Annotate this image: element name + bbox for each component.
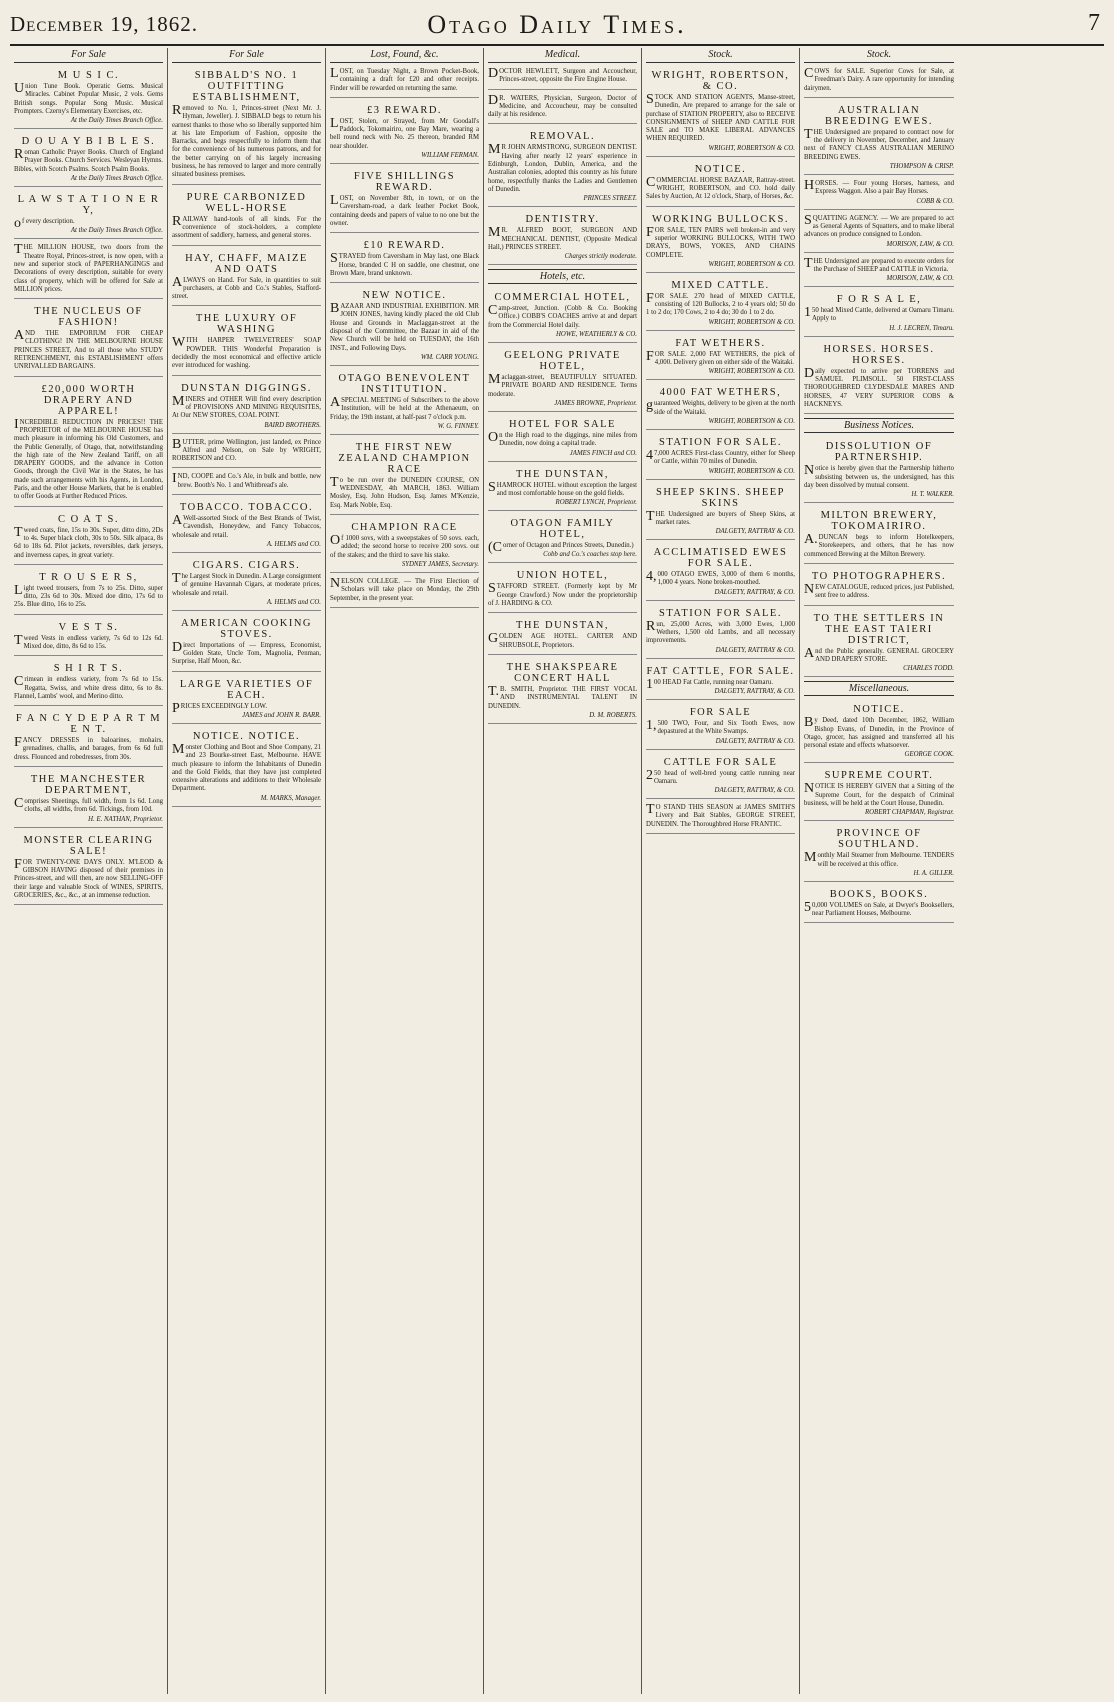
ad-heading: SHEEP SKINS. SHEEP SKINS	[655, 486, 785, 509]
advertisement	[172, 249, 321, 307]
ad-body: Crimean in endless variety, from 7s 6d to 15s. Regatta, Swiss, and white dress ditto, 6s to 8s. Flannel, Lambs' wool, and Merino ditto.	[14, 674, 163, 700]
ad-heading: THE DUNSTAN,	[516, 468, 609, 480]
ad-heading: ACCLIMATISED EWES FOR SALE.	[653, 547, 788, 570]
ad-signature: MORISON, LAW, & CO.	[886, 275, 954, 283]
advertisement	[172, 437, 321, 469]
ad-heading: UNION HOTEL,	[516, 570, 609, 582]
ad-signature: JAMES BROWNE, Proprietor.	[554, 399, 637, 407]
ad-body: AND THE EMPORIUM FOR CHEAP CLOTHING! IN THE MELBOURNE HOUSE PRINCES STREET, And to all those who STUDY RETRENCHMENT, this ESTABLISHMENT offers UNRIVALLED BARGAINS.	[14, 328, 163, 371]
ad-body: of every description.	[14, 216, 75, 232]
ad-heading: WRIGHT, ROBERTSON, & CO.	[651, 70, 790, 92]
ad-heading: OTAGON FAMILY HOTEL,	[510, 518, 615, 541]
ad-body: IND, COOPE and Co.'s Ale, in bulk and bottle, new brew. Booth's No. 1 and Whitbread's ale.	[172, 471, 321, 489]
ad-heading: MONSTER CLEARING SALE!	[23, 834, 154, 857]
advertisement	[172, 614, 321, 672]
ad-signature: SYDNEY JAMES, Secretary.	[401, 560, 479, 568]
advertisement	[488, 288, 637, 343]
ad-body: 150 head Mixed Cattle, delivered at Oamaru Timaru. Apply to	[804, 305, 954, 323]
ad-signature: HOWE, WEATHERLY & CO.	[556, 331, 637, 339]
advertisement	[804, 885, 954, 924]
ad-heading: CIGARS. CIGARS.	[192, 559, 301, 571]
ad-signature: At the Daily Times Branch Office.	[70, 175, 163, 183]
ad-heading: THE MANCHESTER DEPARTMENT,	[30, 774, 147, 797]
ad-heading: NOTICE.	[694, 163, 747, 175]
ad-heading: FAT CATTLE, FOR SALE.	[646, 665, 795, 677]
ad-heading: AMERICAN COOKING STOVES.	[180, 617, 313, 640]
ad-signature: COBB & CO.	[916, 197, 954, 205]
ad-signature: WILLIAM FERMAN.	[421, 152, 479, 160]
advertisement	[646, 383, 795, 430]
advertisement	[14, 709, 163, 767]
ad-heading: HOTEL FOR SALE	[509, 418, 616, 430]
ad-signature: WRIGHT, ROBERTSON & CO.	[708, 467, 795, 475]
advertisement	[488, 93, 637, 125]
ad-heading: £10 REWARD.	[363, 240, 446, 252]
advertisement	[488, 566, 637, 613]
ad-signature: CHARLES TODD.	[903, 665, 954, 673]
advertisement	[330, 167, 479, 233]
advertisement	[330, 438, 479, 515]
ad-signature: W. G. FINNEY.	[437, 422, 479, 430]
ad-signature: D. M. ROBERTS.	[589, 711, 637, 719]
section-heading: Business Notices.	[804, 418, 954, 433]
advertisement	[14, 568, 163, 615]
advertisement	[330, 576, 479, 608]
ad-body: COMMERCIAL HORSE BAZAAR, Rattray-street. WRIGHT, ROBERTSON, and CO. hold daily Sales by Auction, At 12 o'clock, Sharp, of Horses, &c.	[646, 174, 795, 201]
ad-body: 4,000 OTAGO EWES, 3,000 of them 6 months, 1,000 4 years. None broken-mouthed.	[646, 569, 795, 587]
advertisement	[330, 518, 479, 573]
column-heading: For Sale	[14, 48, 163, 63]
advertisement	[488, 210, 637, 265]
ad-signature: DALGETY, RATTRAY & CO.	[715, 737, 795, 745]
advertisement	[330, 369, 479, 435]
ad-body: INCREDIBLE REDUCTION IN PRICES!! THE PROPRIETOR of the MELBOURNE HOUSE has much pleasure in informing his Old Customers, and the Public Generally, of Otago, that, notwithstanding the high rate of the New Zealand Tariff, on all DRAPERY GOODS, and the advance in Cotton Goods, through the Civil War in the States, he has made such arrangements with his Agents, in London, Paris, and the other House Markets, that he is enabled to offer Goods at Further Reduced Prices.	[14, 416, 163, 501]
ad-body: STAFFORD STREET. (Formerly kept by Mr George Crawford.) Now under the proprietorship of J. HARDING & CO.	[488, 581, 637, 608]
advertisement	[330, 286, 479, 366]
advertisement	[330, 66, 479, 98]
ad-body: LOST, on November 8th, in town, or on the Caversham-road, a dark leather Pocket Book, containing deeds and papers of value to no one but the owner.	[330, 193, 479, 227]
ad-body: To be run over the DUNEDIN COURSE, ON WEDNESDAY, 4th MARCH, 1863. William Mosley, Esq. John Hudson, Esq. James M'Kenzie, Esq. Mark Noble, Esq.	[330, 474, 479, 509]
ad-signature: WRIGHT, ROBERTSON & CO.	[708, 318, 795, 326]
advertisement	[804, 766, 954, 821]
ad-heading: M U S I C.	[57, 70, 120, 81]
ad-body: THE Undersigned are prepared to execute orders for the Purchase of SHEEP and CATTLE in Victoria.	[804, 255, 954, 273]
ad-body: NELSON COLLEGE. — The First Election of Scholars will take place on Monday, the 29th September, in the present year.	[330, 575, 479, 602]
ad-heading: TOBACCO. TOBACCO.	[179, 502, 314, 514]
ad-body: A.DUNCAN begs to inform Hotelkeepers, Storekeepers, and others, that he has now commenced Brewing at the Milton Brewery.	[804, 532, 954, 558]
ad-signature: At the Daily Times Branch Office.	[70, 227, 163, 235]
ad-body: NOTICE IS HEREBY GIVEN that a Sitting of the Supreme Court, for the despatch of Criminal business, will be held at the Court House, Dunedin.	[804, 781, 954, 807]
advertisement	[330, 236, 479, 283]
ad-signature: DALGETY, RATTRAY & CO.	[715, 646, 795, 654]
advertisement	[14, 380, 163, 507]
ad-body: Camp-street, Junction. (Cobb & Co. Booking Office.) COBB'S COACHES arrive at and depart from the Commercial Hotel daily.	[488, 303, 637, 329]
ad-body: And the Public generally. GENERAL GROCERY AND DRAPERY STORE.	[804, 645, 954, 663]
advertisement	[804, 101, 954, 175]
ad-heading: THE SHAKSPEARE CONCERT HALL	[506, 661, 619, 684]
advertisement	[488, 658, 637, 724]
advertisement	[646, 160, 795, 207]
ad-signature: M. MARKS, Manager.	[260, 794, 321, 802]
advertisement	[804, 256, 954, 288]
issue-date: December 19, 1862.	[10, 12, 199, 36]
advertisement	[646, 802, 795, 834]
advertisement	[488, 415, 637, 462]
ad-signature: H. A. GILLER.	[913, 869, 954, 877]
ad-body: DR. WATERS, Physician, Surgeon, Doctor of Medicine, and Accoucheur, may be consulted daily at his residence.	[488, 92, 637, 119]
ad-signature: H. E. NATHAN, Proprietor.	[88, 815, 163, 823]
ad-signature: WRIGHT, ROBERTSON & CO.	[708, 260, 795, 268]
ad-body: THE MILLION HOUSE, two doors from the Theatre Royal, Princes-street, is now open, with a new and superior stock of PAPERHANGINGS and Decorations of every description, suitable for every class of property, which will be offered for Sale at MILLION prices.	[14, 242, 163, 293]
ad-body: Tweed Vests in endless variety, 7s 6d to 12s 6d. Mixed doe, ditto, 8s 6d to 15s.	[14, 632, 163, 650]
ad-heading: FIVE SHILLINGS REWARD.	[353, 171, 456, 194]
ad-heading: THE FIRST NEW ZEALAND CHAMPION RACE	[338, 441, 471, 475]
ad-body: By Deed, dated 10th December, 1862, William Bishop Evans, of Dunedin, in the Province of Otago, grocer, has assigned and transferred all his personal estate and effects whatsoever.	[804, 715, 954, 750]
ad-signature: JAMES FINCH and CO.	[569, 449, 637, 457]
column-heading: Stock.	[804, 48, 954, 63]
advertisement	[646, 210, 795, 273]
advertisement	[646, 334, 795, 381]
ad-body: T.B. SMITH, Proprietor. THE FIRST VOCAL AND INSTRUMENTAL TALENT IN DUNEDIN.	[488, 683, 637, 710]
ad-body: WITH HARPER TWELVETREES' SOAP POWDER. THIS Wonderful Preparation is decidedly the most economical and effective article ever introduced for washing.	[172, 335, 321, 370]
advertisement	[14, 659, 163, 706]
ad-body: THE Undersigned are buyers of Sheep Skins, at market rates.	[646, 508, 795, 526]
ad-body: LOST, on Tuesday Night, a Brown Pocket-Book, containing a draft for £20 and other receipts. Finder will be rewarded on returning the same.	[330, 66, 479, 92]
ad-heading: THE NUCLEUS OF FASHION!	[34, 306, 143, 329]
ad-body: HORSES. — Four young Horses, harness, and Express Waggon. Also a pair Bay Horses.	[804, 178, 954, 196]
ad-heading: CHAMPION RACE	[351, 522, 458, 534]
ad-signature: ROBERT CHAPMAN, Registrar.	[865, 809, 954, 817]
ad-body: 250 head of well-bred young cattle running near Oamaru.	[646, 767, 795, 785]
column	[168, 48, 326, 1694]
ad-body: COWS for SALE. Superior Cows for Sale, at Freedman's Dairy. A rare opportunity for intending dairymen.	[804, 66, 954, 92]
advertisement	[804, 609, 954, 678]
advertisement	[14, 132, 163, 187]
ad-heading: 4000 FAT WETHERS,	[659, 387, 782, 399]
column-heading: For Sale	[172, 48, 321, 63]
ad-body: FANCY DRESSES in baloarines, mohairs, grenadines, challis, and barages, from 6s 6d full dress. Flounced and robedresses, from 30s.	[14, 735, 163, 761]
masthead	[10, 0, 1104, 46]
advertisement	[172, 556, 321, 611]
ad-signature: A. HELMS and CO.	[266, 598, 321, 606]
ad-body: Comprises Sheetings, full width, from 1s 6d. Long cloths, all widths, from 6d. Tickings, from 10d.	[14, 796, 163, 814]
ad-heading: FAT WETHERS.	[675, 337, 766, 349]
ad-heading: AUSTRALIAN BREEDING EWES.	[825, 104, 933, 127]
advertisement	[172, 379, 321, 434]
ad-heading: LARGE VARIETIES OF EACH.	[179, 678, 314, 701]
ad-body: Direct Importations of — Empress, Economist, Golden State, Uncle Tom, Magnolia, Penman, Surprise, Half Moon, &c.	[172, 639, 321, 666]
ad-heading: £3 REWARD.	[366, 104, 443, 116]
advertisement	[646, 753, 795, 800]
ad-signature: WRIGHT, ROBERTSON & CO.	[708, 368, 795, 376]
ad-body: Light tweed trousers, from 7s to 25s. Ditto, super ditto, 23s 6d to 30s. Mixed doe ditto, 17s 6d to 25s. Blue ditto, 16s to 25s.	[14, 582, 163, 609]
ad-body: 1,500 TWO, Four, and Six Tooth Ewes, now depastured at the White Swamps.	[646, 717, 795, 736]
advertisement	[804, 178, 954, 210]
advertisement	[172, 675, 321, 724]
advertisement	[804, 506, 954, 564]
ad-body: AWell-assorted Stock of the Best Brands of Twist, Cavendish, Honeydew, and Fancy Tobaccos, wholesale and retail.	[172, 513, 321, 539]
ad-heading: CATTLE FOR SALE	[663, 756, 778, 768]
ad-body: 47,000 ACRES First-class Country, either for Sheep or Cattle, within 70 miles of Dunedin.	[646, 447, 795, 466]
ad-heading: DENTISTRY.	[525, 214, 600, 226]
ad-body: ALWAYS on Hand. For Sale, in quantities to suit purchasers, at Cobb and Co.'s Stables, Stafford-street.	[172, 274, 321, 301]
ad-body: STRAYED from Caversham in May last, one Black Horse, branded C H on saddle, one chestnut, one Brown Mare, brand unknown.	[330, 251, 479, 277]
advertisement	[488, 616, 637, 655]
advertisement	[14, 190, 163, 239]
ad-heading: C O A T S.	[57, 513, 119, 525]
ad-heading: HAY, CHAFF, MAIZE AND OATS	[185, 252, 308, 275]
ad-body: BAZAAR AND INDUSTRIAL EXHIBITION. MR JOHN JONES, having kindly placed the old Club House and Grounds in Maclaggan-street at the disposal of the Committee, the Bazaar in aid of the New Church will be held on TUESDAY, the 16th INST., and Following Days.	[330, 301, 479, 352]
advertisement	[646, 543, 795, 601]
ad-body: RAILWAY hand-tools of all kinds. For the convenience of stock-holders, a complete assortment of saddlery, harness, and general stores.	[172, 213, 321, 240]
advertisement	[330, 101, 479, 164]
ad-signature: DALGETY, RATTRAY, & CO.	[714, 588, 795, 596]
column	[800, 48, 958, 1694]
ad-body: ASPECIAL MEETING of Subscribers to the above Institution, will be held at the Athenaeum, on Friday, the 19th instant, at half-past 7 o'clock p.m.	[330, 394, 479, 421]
column	[642, 48, 800, 1694]
ad-heading: F O R S A L E,	[836, 294, 922, 306]
ad-signature: WRIGHT, ROBERTSON & CO.	[708, 144, 795, 152]
advertisement	[172, 66, 321, 185]
advertisement	[488, 346, 637, 412]
column	[326, 48, 484, 1694]
advertisement	[172, 309, 321, 375]
ad-heading: NOTICE.	[853, 704, 905, 716]
ad-body: NEW CATALOGUE, reduced prices, just Published, sent free to address.	[804, 582, 954, 600]
ad-body: 100 HEAD Fat Cattle, running near Oamaru.	[646, 676, 773, 692]
paper-title: Otago Daily Times.	[427, 10, 687, 39]
ad-body: SQUATTING AGENCY. — We are prepared to act as General Agents of Squatters, and to make liberal advances on produce consigned to London.	[804, 212, 954, 239]
ad-body: PRICES EXCEEDINGLY LOW.	[172, 700, 268, 716]
ad-heading: NOTICE. NOTICE.	[192, 730, 301, 742]
ad-body: BUTTER, prime Wellington, just landed, ex Prince Alfred and Nelson, on Sale by WRIGHT, ROBERTSON and CO.	[172, 436, 321, 463]
ad-signature: Charges strictly moderate.	[564, 253, 637, 261]
ad-heading: SIBBALD'S NO. 1 OUTFITTING ESTABLISHMENT,	[192, 70, 301, 103]
advertisement	[804, 340, 954, 414]
section-heading: Hotels, etc.	[488, 269, 637, 284]
advertisement	[804, 567, 954, 606]
ad-signature: BAIRD BROTHERS.	[264, 421, 321, 429]
ad-body: SHAMROCK HOTEL without exception the largest and most comfortable house on the gold fields.	[488, 479, 637, 497]
ad-signature: THOMPSON & CRISP.	[889, 163, 954, 171]
ad-heading: THE LUXURY OF WASHING	[195, 313, 298, 336]
ad-signature: A. HELMS and CO.	[266, 540, 321, 548]
advertisement	[172, 498, 321, 553]
advertisement	[646, 483, 795, 541]
ad-body: Notice is hereby given that the Partnership hitherto subsisting between us, the undersigned, has this day been dissolved by mutual consent.	[804, 463, 954, 489]
advertisement	[646, 662, 795, 700]
ad-body: Of 1000 sovs, with a sweepstakes of 50 sovs. each, added; the second horse to receive 200 sovs. out of the stakes; and the third to save his stake.	[330, 533, 479, 559]
advertisement	[646, 604, 795, 659]
ad-heading: PROVINCE OF SOUTHLAND.	[836, 828, 922, 851]
page-number: 7	[1088, 10, 1100, 36]
ad-heading: REMOVAL.	[529, 131, 596, 143]
ad-heading: TO PHOTOGRAPHERS.	[811, 571, 947, 583]
ad-body: Monthly Mail Steamer from Melbourne. TENDERS will be received at this office.	[804, 850, 954, 868]
ad-body: Roman Catholic Prayer Books. Church of England Prayer Books. Church Services. Wesleyan Hymns. Bibles, with Scotch Psalms. Scotch Psalm Books.	[14, 147, 163, 173]
advertisement	[804, 66, 954, 98]
ad-heading: V E S T S.	[58, 621, 119, 633]
ad-heading: MILTON BREWERY, TOKOMAIRIRO.	[820, 510, 938, 533]
ad-signature: WRIGHT, ROBERTSON & CO.	[708, 417, 795, 425]
ad-signature: GEORGE COOK.	[904, 751, 954, 759]
ad-body: Run, 25,000 Acres, with 3,000 Ewes, 1,000 Wethers, 1,500 old Lambs, and all necessary improvements.	[646, 618, 795, 645]
advertisement	[14, 510, 163, 565]
ad-heading: WORKING BULLOCKS.	[652, 213, 789, 225]
column	[484, 48, 642, 1694]
ad-body: Tweed coats, fine, 15s to 30s. Super, ditto ditto, 2Ds to 4s. Super black cloth, 30s to 50s. Silk alpaca, 8s 6d to 18s 6d. Pilot jackets, reversibles, dark jerseys, and inverness capes, in great variety.	[14, 524, 163, 559]
ad-heading: STATION FOR SALE.	[659, 436, 782, 448]
advertisement	[804, 824, 954, 882]
ad-body: GOLDEN AGE HOTEL. CARTER AND SHRUBSOLE, Proprietors.	[488, 631, 637, 649]
ad-heading: TO THE SETTLERS IN THE EAST TAIERI DISTRICT,	[813, 612, 945, 646]
ad-heading: £20,000 WORTH DRAPERY AND APPAREL!	[41, 383, 136, 417]
ad-body: Monster Clothing and Boot and Shoe Company, 21 and 23 Bourke-street East, Melbourne. HAVE much pleasure to inform the Inhabitants of Dunedin and the Gold Fields, that they have just completed extensive alterations and additions to their Wholesale Department.	[172, 741, 321, 793]
ad-heading: DISSOLUTION OF PARTNERSHIP.	[825, 441, 933, 464]
advertisement	[488, 465, 637, 512]
advertisement	[804, 213, 954, 253]
advertisement	[804, 700, 954, 763]
ad-heading: D O U A Y B I B L E S.	[21, 136, 156, 148]
ad-body: Removed to No. 1, Princes-street (Next Mr. J. Hyman, Jeweller). J. SIBBALD begs to return his earnest thanks to those who so liberally supported him at his late Emporium of Fashion, opposite the Barracks, and begs respectfully to inform them that for the convenience of his numerous patrons, and for the better carrying on of his largely increasing business, he has removed to larger and more centrally situated business premises.	[172, 103, 321, 179]
ad-body: Daily expected to arrive per TORRENS and SAMUEL PLIMSOLL. 50 FIRST-CLASS THOROUGHBRED CLYDESDALE MARES AND HORSES, 47 VERY SUPERIOR COBS & HACKNEYS.	[804, 365, 954, 408]
ad-heading: FOR SALE	[689, 706, 752, 718]
ad-body: LOST, Stolen, or Strayed, from Mr Goodall's Paddock, Tokomairiro, one Bay Mare, wearing a bell round neck with No. 25 thereon, branded RM near shoulder.	[330, 115, 479, 150]
ad-body: DOCTOR HEWLETT, Surgeon and Accoucheur, Princes-street, opposite the Fire Engine House.	[488, 66, 637, 84]
ad-body: On the High road to the diggings, nine miles from Dunedin, now doing a capital trade.	[488, 429, 637, 448]
ad-signature: JAMES and JOHN R. BARR.	[242, 711, 321, 719]
advertisement	[646, 703, 795, 750]
advertisement	[14, 770, 163, 828]
ad-body: FOR TWENTY-ONE DAYS ONLY. M'LEOD & GIBSON HAVING disposed of their premises in Princes-street, and will then, are now SELLING-OFF their large and valuable Stock of WINES, SPIRITS, GROCERIES, &c., &c., at an immense reduction.	[14, 856, 163, 899]
ad-signature: DALGETY, RATTRAY, & CO.	[714, 787, 795, 795]
ad-heading: T R O U S E R S,	[39, 571, 138, 583]
ad-signature: Cobb and Co.'s coaches stop here.	[543, 551, 637, 559]
section-heading: Miscellaneous.	[804, 681, 954, 696]
advertisement	[488, 514, 637, 563]
ad-body: MINERS and OTHER Will find every description of PROVISIONS AND MINING REQUISITES, At Our NEW STORES, COAL POINT.	[172, 393, 321, 420]
column	[10, 48, 168, 1694]
ad-body: Union Tune Book. Operatic Gems. Musical Miracles. Cabinet Popular Music, 2 vols. Gems British songs. Popular Song Music. Musical Prompters. Czerny's Elementary Exercises, etc.	[14, 81, 163, 115]
ad-heading: PURE CARBONIZED WELL-HORSE	[186, 191, 307, 214]
ad-signature: MORISON, LAW, & CO.	[886, 240, 954, 248]
ad-heading: F A N C Y D E P A R T M E N T.	[15, 713, 162, 736]
ad-heading: HORSES. HORSES. HORSES.	[823, 343, 935, 366]
ad-heading: BOOKS, BOOKS.	[829, 888, 929, 900]
ad-heading: OTAGO BENEVOLENT INSTITUTION.	[338, 372, 471, 395]
ad-signature: H. T. WALKER.	[911, 491, 954, 499]
ad-heading: DUNSTAN DIGGINGS.	[181, 382, 312, 394]
ad-signature: WM. CARR YOUNG.	[420, 353, 479, 361]
ad-body: STOCK AND STATION AGENTS, Manse-street, Dunedin, Are prepared to arrange for the sale or purchase of STATION PROPERTY, also to RECEIVE CONSIGNMENTS of SHEEP AND CATTLE FOR SALE and TO MAKE LIBERAL ADVANCES WHEN REQUIRED.	[646, 92, 795, 143]
ad-heading: L A W S T A T I O N E R Y,	[17, 194, 160, 217]
ad-heading: MIXED CATTLE.	[671, 279, 770, 291]
ad-heading: SUPREME COURT.	[824, 770, 934, 782]
advertisement	[14, 302, 163, 376]
ad-heading: NEW NOTICE.	[362, 290, 447, 302]
ad-signature: At the Daily Times Branch Office.	[70, 117, 163, 125]
ad-body: guaranteed Weights, delivery to be given at the north side of the Waitaki.	[646, 398, 795, 416]
ad-signature: PRINCES STREET.	[583, 195, 637, 203]
ad-body: TO STAND THIS SEASON at JAMES SMITH'S Livery and Bait Stables, GEORGE STREET, DUNEDIN. The Thoroughbred Horse FRANTIC.	[646, 802, 795, 828]
advertisement	[804, 290, 954, 337]
advertisement	[14, 831, 163, 905]
ad-body: 50,000 VOLUMES on Sale, at Dwyer's Booksellers, near Parliament Houses, Melbourne.	[804, 899, 954, 918]
advertisement	[172, 471, 321, 495]
advertisement	[14, 242, 163, 299]
advertisement	[172, 727, 321, 807]
ad-heading: GEELONG PRIVATE HOTEL,	[504, 350, 621, 373]
ad-body: FOR SALE, TEN PAIRS well broken-in and very superior WORKING BULLOCKS, WITH TWO DRAYS, BOWS, YOKES, AND CHAINS COMPLETE.	[646, 224, 795, 259]
advertisement	[14, 618, 163, 657]
ad-body: FOR SALE. 2,000 FAT WETHERS, the pick of 4,000. Delivery given on either side of the Waitaki.	[646, 348, 795, 367]
columns	[10, 48, 1104, 1694]
ad-heading: STATION FOR SALE.	[659, 607, 782, 619]
advertisement	[172, 188, 321, 246]
ad-heading: COMMERCIAL HOTEL,	[494, 292, 631, 304]
advertisement	[646, 66, 795, 157]
ad-signature: DALGETY, RATTRAY & CO.	[715, 528, 795, 536]
ad-signature: H. J. LECREN, Timaru.	[889, 324, 954, 332]
ad-body: Maclaggan-street, BEAUTIFULLY SITUATED. PRIVATE BOARD AND RESIDENCE. Terms moderate.	[488, 372, 637, 398]
column-heading: Medical.	[488, 48, 637, 63]
advertisement	[14, 66, 163, 129]
ad-signature: DALGETY, RATTRAY, & CO.	[714, 687, 795, 695]
advertisement	[488, 66, 637, 90]
column-heading: Stock.	[646, 48, 795, 63]
ad-body: (Corner of Octagon and Princes Streets, Dunedin.)	[488, 540, 634, 556]
advertisement	[646, 276, 795, 331]
ad-body: MR JOHN ARMSTRONG, SURGEON DENTIST. Having after nearly 12 years' experience in Edinburgh, London, Dublin, America, and the Australian colonies, adopted this country as his future home, respectfully thanks the Ladies and Gentlemen of Dunedin.	[488, 142, 637, 193]
advertisement	[646, 433, 795, 480]
ad-body: THE Undersigned are prepared to contract now for the delivery in November, December, and January next of FANCY CLASS AUSTRALIAN MERINO BREEDING EWES.	[804, 126, 954, 161]
ad-heading: S H I R T S.	[53, 663, 124, 675]
advertisement	[488, 127, 637, 207]
advertisement	[804, 437, 954, 503]
ad-body: The Largest Stock in Dunedin. A Large consignment of genuine Havannah Cigars, at moderate prices, wholesale and retail.	[172, 570, 321, 597]
column-heading: Lost, Found, &c.	[330, 48, 479, 63]
ad-body: MR. ALFRED BOOT, SURGEON AND MECHANICAL DENTIST, (Opposite Medical Hall,) PRINCES STREET.	[488, 225, 637, 251]
ad-heading: THE DUNSTAN,	[516, 620, 609, 632]
ad-body: FOR SALE. 270 head of MIXED CATTLE, consisting of 120 Bullocks, 2 to 4 years old; 50 do 1 to 2 do; 170 Cows, 2 to 4 do; 30 do 1 to 2 do.	[646, 290, 795, 317]
ad-signature: ROBERT LYNCH, Proprietor.	[555, 499, 637, 507]
